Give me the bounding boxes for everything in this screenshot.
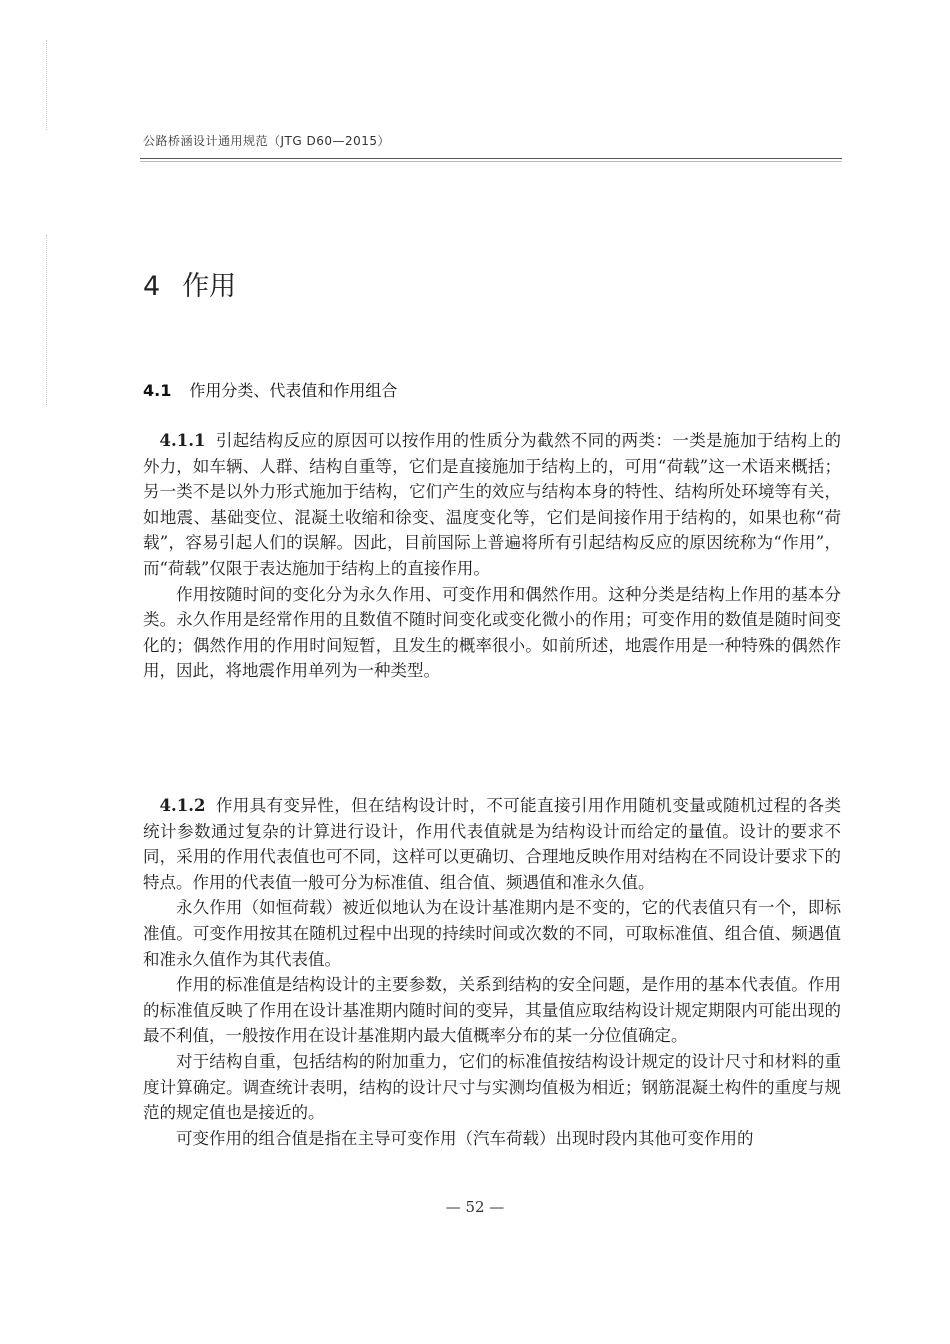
chapter-title-text: 作用	[182, 271, 237, 302]
body-paragraph: 可变作用的组合值是指在主导可变作用（汽车荷载）出现时段内其他可变作用的	[176, 1128, 754, 1148]
clause-number: 4.1.2	[159, 796, 206, 815]
clause-number: 4.1.1	[159, 431, 206, 450]
running-header: 公路桥涵设计通用规范（JTG D60—2015）	[143, 134, 391, 148]
scan-edge-mark-mid	[46, 235, 47, 405]
clause-4-1-2	[143, 793, 841, 1151]
scan-edge-mark-top	[46, 40, 47, 130]
body-paragraph: 作用的标准值是结构设计的主要参数，关系到结构的安全问题，是作用的基本代表值。作用的标准值反映了作用在设计基准期内随时间的变异，其量值应取结构设计规定期限内可能出现的最不利值，一般按作用在设计基准期内最大值概率分布的某一分位值确定。	[143, 975, 841, 1046]
paragraph-text: 作用具有变异性，但在结构设计时，不可能直接引用作用随机变量或随机过程的各类统计参数通过复杂的计算进行设计，作用代表值就是为结构设计而给定的量值。设计的要求不同，采用的作用代表值也可不同，这样可以更确切、合理地反映作用对结构在不同设计要求下的特点。作用的代表值一般可分为标准值、组合值、频遇值和准永久值。	[143, 796, 841, 892]
body-paragraph: 对于结构自重，包括结构的附加重力，它们的标准值按结构设计规定的设计尺寸和材料的重度计算确定。调查统计表明，结构的设计尺寸与实测均值极为相近；钢筋混凝土构件的重度与规范的规定值也是接近的。	[143, 1051, 841, 1123]
section-number: 4.1	[143, 381, 172, 400]
section-title-text: 作用分类、代表值和作用组合	[189, 381, 398, 400]
paragraph-text: 引起结构反应的原因可以按作用的性质分为截然不同的两类：一类是施加于结构上的外力，如车辆、人群、结构自重等，它们是直接施加于结构上的，可用“荷载”这一术语来概括；另一类不是以外力形式施加于结构，它们产生的效应与结构本身的特性、结构所处环境等有关，如地震、基础变位、混凝土收缩和徐变、温度变化等，它们是间接作用于结构的，如果也称“荷载”，容易引起人们的误解。因此，目前国际上普遍将所有引起结构反应的原因统称为“作用”，而“荷载”仅限于表达施加于结构上的直接作用。	[143, 431, 841, 578]
clause-4-1-1	[143, 428, 841, 684]
chapter-number: 4	[143, 271, 161, 302]
page-number: — 52 —	[445, 1198, 505, 1216]
section-heading	[143, 378, 397, 401]
clause-paragraph	[143, 793, 841, 895]
body-paragraph: 作用按随时间的变化分为永久作用、可变作用和偶然作用。这种分类是结构上作用的基本分类。永久作用是经常作用的且数值不随时间变化或变化微小的作用；可变作用的数值是随时间变化的；偶然作用的作用时间短暂，且发生的概率很小。如前所述，地震作用是一种特殊的偶然作用，因此，将地震作用单列为一种类型。	[143, 584, 841, 681]
header-rule	[140, 158, 842, 159]
header-rule-thin	[140, 161, 842, 162]
clause-paragraph	[143, 428, 841, 582]
chapter-title	[143, 264, 236, 303]
body-paragraph: 永久作用（如恒荷载）被近似地认为在设计基准期内是不变的，它的代表值只有一个，即标准值。可变作用按其在随机过程中出现的持续时间或次数的不同，可取标准值、组合值、频遇值和准永久值作为其代表值。	[143, 898, 841, 969]
